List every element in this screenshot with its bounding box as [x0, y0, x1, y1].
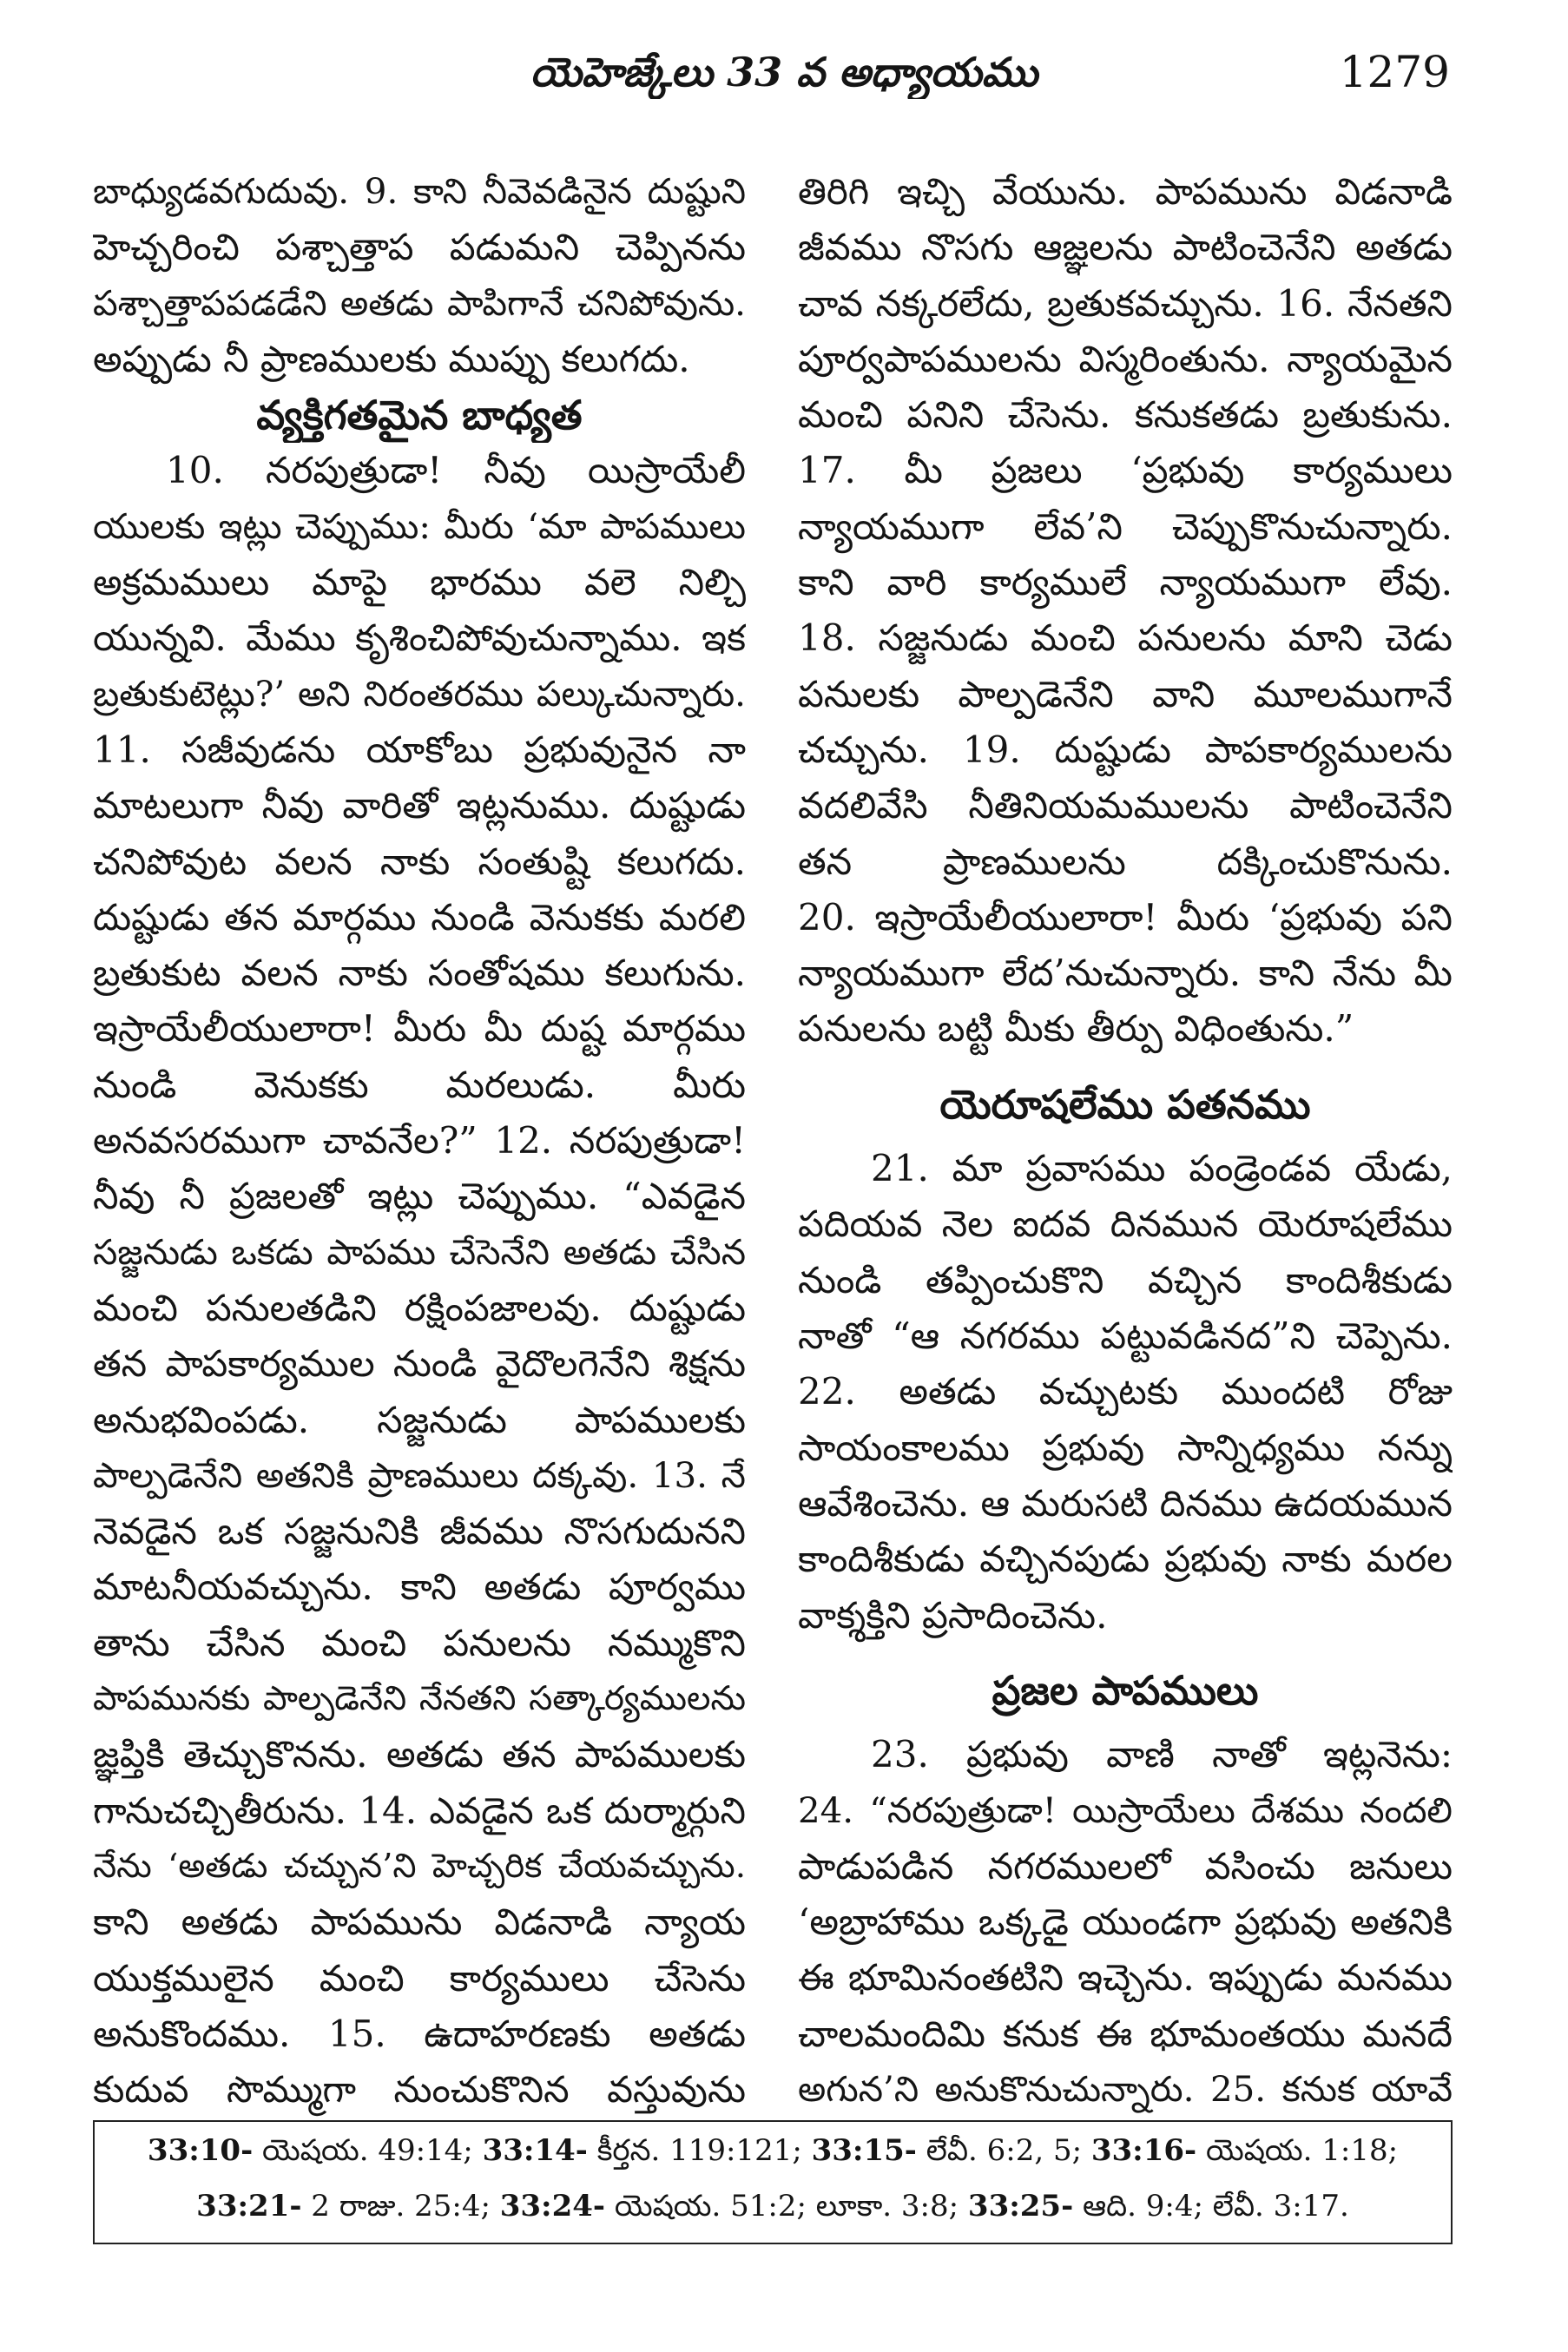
text-line: ఆవేశించెను. ఆ మరుసటి దినము ఉదయమున: [798, 1481, 1453, 1525]
text-line: కాని అతడు పాపమును విడనాడి న్యాయ: [93, 1901, 746, 1944]
reference-target: కీర్తన. 119:121;: [596, 2133, 802, 2168]
text-line: పశ్చాత్తాపపడడేని అతడు పాపిగానే చనిపోవును.: [93, 282, 746, 324]
text-line: 11. సజీవుడను యాకోబు ప్రభువునైన నా: [93, 728, 746, 771]
text-line: నుండి వెనుకకు మరలుడు. మీరు: [93, 1063, 746, 1106]
right-column: [798, 164, 1453, 2118]
text-line: యులకు ఇట్లు చెప్పుము: మీరు ‘మా పాపములు: [93, 505, 746, 547]
text-line: అనవసరముగా చావనేల?” 12. నరపుత్రుడా!: [93, 1119, 746, 1163]
text-line: నెవడైన ఒక సజ్జనునికి జీవము నొసగుదునని: [93, 1510, 746, 1553]
text-line: బ్రతుకుటెట్లు?’ అని నిరంతరము పల్కుచున్నారు.: [93, 673, 746, 715]
verse-reference: 33:10-: [147, 2133, 254, 2168]
verse-reference: 33:25-: [967, 2189, 1074, 2224]
text-line: మంచి పనులతడిని రక్షింపజాలవు. దుష్టుడు: [93, 1286, 746, 1329]
text-line: కుదువ సొమ్ముగా నుంచుకొనిన వస్తువును: [93, 2068, 746, 2112]
text-line: పనులను బట్టి మీకు తీర్పు విధింతును.”: [798, 1007, 1354, 1051]
text-line: తాను చేసిన మంచి పనులను నమ్ముకొని: [93, 1621, 746, 1664]
text-line: నుండి తప్పించుకొని వచ్చిన కాందిశీకుడు: [798, 1258, 1453, 1301]
text-line: నాతో “ఆ నగరము పట్టువడినద”ని చెప్పెను.: [798, 1314, 1453, 1358]
text-line: ఈ భూమినంతటిని ఇచ్చెను. ఇప్పుడు మనము: [798, 1956, 1453, 2000]
text-line: 10. నరపుత్రుడా! నీవు యిస్రాయేలీ: [166, 449, 746, 492]
text-line: నేను ‘అతడు చచ్చున’ని హెచ్చరిక చేయవచ్చును.: [93, 1846, 746, 1886]
text-line: సజ్జనుడు ఒకడు పాపము చేసెనేని అతడు చేసిన: [93, 1231, 746, 1273]
section-heading: యెరూషలేము పతనము: [939, 1080, 1311, 1128]
text-line: కాని వారి కార్యములే న్యాయముగా లేవు.: [798, 561, 1453, 604]
verse-reference: 33:21-: [196, 2189, 302, 2224]
running-head-title: యెహెజ్కేలు 33 వ అధ్యాయము: [530, 49, 1038, 96]
reference-target: 2 రాజు. 25:4;: [311, 2189, 491, 2224]
text-line: న్యాయముగా లేవ’ని చెప్పుకొనుచున్నారు.: [798, 504, 1453, 548]
text-line: ‘అబ్రాహాము ఒక్కడై యుండగా ప్రభువు అతనికి: [798, 1901, 1453, 1944]
text-line: పాపమునకు పాల్పడెనేని నేనతని సత్కార్యములను: [93, 1679, 746, 1719]
text-line: 21. మా ప్రవాసము పండ్రెండవ యేడు,: [871, 1147, 1453, 1190]
text-line: అప్పుడు నీ ప్రాణములకు ముప్పు కలుగదు.: [93, 337, 690, 380]
text-line: 24. “నరపుత్రుడా! యిస్రాయేలు దేశము నందలి: [798, 1789, 1453, 1831]
text-line: పాల్పడెనేని అతనికి ప్రాణములు దక్కవు. 13. నే: [93, 1454, 746, 1496]
text-line: ఇస్రాయేలీయులారా! మీరు మీ దుష్ట మార్గము: [93, 1007, 746, 1051]
text-line: కాందిశీకుడు వచ్చినపుడు ప్రభువు నాకు మరల: [798, 1538, 1453, 1581]
text-line: 18. సజ్జనుడు మంచి పనులను మాని చెడు: [798, 616, 1453, 660]
reference-target: లేవీ. 6:2, 5;: [926, 2133, 1083, 2168]
text-line: యుక్తములైన మంచి కార్యములు చేసెను: [93, 1956, 746, 2000]
text-line: అక్రమములు మాపై భారము వలె నిల్చి: [93, 561, 746, 604]
text-line: అగున’ని అనుకొనుచున్నారు. 25. కనుక యావే: [798, 2069, 1453, 2111]
text-line: చచ్చును. 19. దుష్టుడు పాపకార్యములను: [798, 728, 1453, 771]
text-line: అనుభవింపడు. సజ్జనుడు పాపములకు: [93, 1398, 746, 1441]
text-line: నీవు నీ ప్రజలతో ఇట్లు చెప్పుము. “ఎవడైన: [93, 1175, 746, 1218]
text-line: చావ నక్కరలేదు, బ్రతుకవచ్చును. 16. నేనతని: [798, 281, 1453, 325]
text-line: పూర్వపాపములను విస్మరింతును. న్యాయమైన: [798, 337, 1453, 380]
text-line: మంచి పనిని చేసెను. కనుకతడు బ్రతుకును.: [798, 393, 1453, 437]
text-line: సాయంకాలము ప్రభువు సాన్నిధ్యము నన్ను: [798, 1426, 1453, 1469]
cross-reference-line: [95, 2178, 1451, 2234]
text-line: దుష్టుడు తన మార్గము నుండి వెనుకకు మరలి: [93, 895, 746, 939]
text-line: తన ప్రాణములను దక్కించుకొనును.: [798, 840, 1453, 883]
reference-target: ఆది. 9:4; లేవీ. 3:17.: [1083, 2189, 1349, 2224]
text-line: మాటనీయవచ్చును. కాని అతడు పూర్వము: [93, 1565, 746, 1609]
verse-reference: 33:15-: [811, 2133, 917, 2168]
text-line: పాడుపడిన నగరములలో వసించు జనులు: [798, 1844, 1453, 1888]
text-line: తన పాపకార్యముల నుండి వైదొలగెనేని శిక్షను: [93, 1342, 746, 1386]
text-line: 22. అతడు వచ్చుటకు ముందటి రోజు: [798, 1370, 1453, 1413]
section-heading: ప్రజల పాపములు: [992, 1666, 1259, 1714]
text-line: పదియవ నెల ఐదవ దినమున యెరూషలేము: [798, 1202, 1453, 1246]
text-line: 23. ప్రభువు వాణి నాతో ఇట్లనెను:: [871, 1733, 1453, 1776]
reference-target: యెషయ. 51:2; లూకా. 3:8;: [614, 2189, 959, 2224]
verse-reference: 33:16-: [1090, 2133, 1197, 2168]
text-line: వదలివేసి నీతినియమములను పాటించెనేని: [798, 784, 1453, 827]
page-number: 1279: [1339, 47, 1450, 97]
text-line: చనిపోవుట వలన నాకు సంతుష్టి కలుగదు.: [93, 840, 746, 883]
text-line: 17. మీ ప్రజలు ‘ప్రభువు కార్యములు: [798, 449, 1453, 492]
text-line: అనుకొందము. 15. ఉదాహరణకు అతడు: [93, 2012, 746, 2055]
text-line: పనులకు పాల్పడెనేని వాని మూలముగానే: [798, 672, 1453, 715]
verse-reference: 33:24-: [499, 2189, 606, 2224]
text-line: హెచ్చరించి పశ్చాత్తాప పడుమని చెప్పినను: [93, 226, 746, 269]
cross-reference-box: [93, 2120, 1453, 2244]
text-line: న్యాయముగా లేద’నుచున్నారు. కాని నేను మీ: [798, 952, 1453, 995]
verse-reference: 33:14-: [482, 2133, 588, 2168]
text-line: వాక్శక్తిని ప్రసాదించెను.: [798, 1593, 1108, 1637]
cross-reference-line: [95, 2123, 1451, 2178]
text-line: జ్ఞప్తికి తెచ్చుకొనను. అతడు తన పాపములకు: [93, 1733, 746, 1776]
text-line: జీవము నొసగు ఆజ్ఞలను పాటించెనేని అతడు: [798, 226, 1453, 269]
reference-target: యెషయ. 49:14;: [262, 2133, 473, 2168]
text-line: గానుచచ్చితీరును. 14. ఎవడైన ఒక దుర్మార్గుని: [93, 1789, 746, 1832]
section-heading: వ్యక్తిగతమైన బాధ్యత: [256, 392, 583, 439]
text-line: చాలమందిమి కనుక ఈ భూమంతయు మనదే: [798, 2012, 1453, 2055]
left-column: [93, 164, 746, 2118]
text-line: 20. ఇస్రాయేలీయులారా! మీరు ‘ప్రభువు పని: [798, 895, 1453, 939]
text-line: బ్రతుకుట వలన నాకు సంతోషము కలుగును.: [93, 952, 746, 995]
text-line: యున్నవి. మేము కృశించిపోవుచున్నాము. ఇక: [93, 616, 746, 660]
text-line: తిరిగి ఇచ్చి వేయును. పాపమును విడనాడి: [798, 170, 1453, 213]
reference-target: యెషయ. 1:18;: [1205, 2133, 1399, 2168]
text-line: మాటలుగా నీవు వారితో ఇట్లనుము. దుష్టుడు: [93, 784, 746, 827]
text-line: బాధ్యుడవగుదువు. 9. కాని నీవెవడినైన దుష్టుని: [93, 171, 746, 212]
